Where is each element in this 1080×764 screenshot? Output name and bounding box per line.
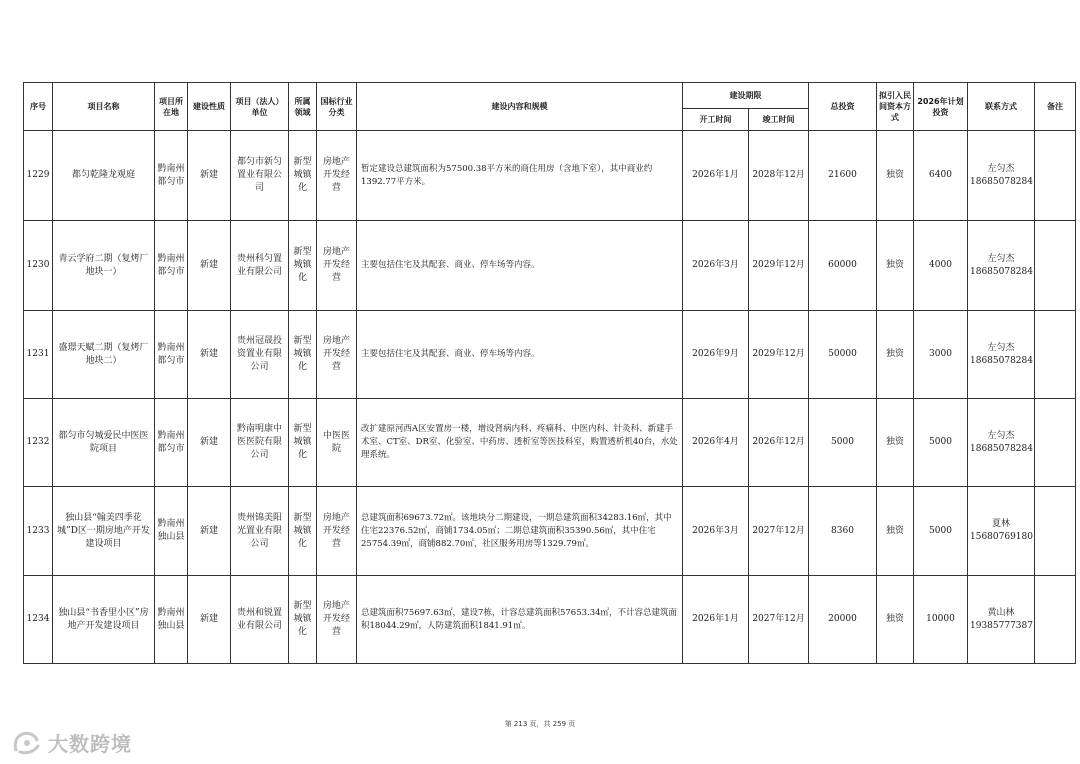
cell-industry: 房地产开发经营	[317, 131, 357, 221]
cell-nature: 新建	[188, 131, 231, 221]
cell-attract-mode: 独资	[877, 311, 914, 399]
cell-field: 新型城镇化	[289, 399, 317, 487]
cell-industry: 房地产开发经营	[317, 576, 357, 664]
cell-attract-mode: 独资	[877, 399, 914, 487]
cell-location: 黔南州都匀市	[155, 399, 188, 487]
cell-seq: 1230	[24, 221, 53, 311]
table-row	[24, 487, 1076, 576]
cell-project-name: 独山县“书香里小区”房地产开发建设项目	[53, 576, 155, 664]
table-body	[24, 131, 1076, 664]
contact-name: 黄山林	[987, 607, 1015, 618]
header-remark: 备注	[1035, 83, 1076, 131]
contact-name: 左匀杰	[987, 342, 1015, 353]
header-contact: 联系方式	[968, 83, 1035, 131]
watermark-text: 大数跨境	[48, 732, 132, 756]
cell-field: 新型城镇化	[289, 311, 317, 399]
cell-field: 新型城镇化	[289, 487, 317, 576]
cell-investment: 50000	[809, 311, 877, 399]
cell-project-name: 独山县“翰美四季花城”D区一期房地产开发建设项目	[53, 487, 155, 576]
cell-investment: 20000	[809, 576, 877, 664]
cell-content: 主要包括住宅及其配套、商业、停车场等内容。	[357, 311, 683, 399]
cell-start-date: 2026年1月	[683, 131, 749, 221]
cell-nature: 新建	[188, 487, 231, 576]
cell-remark	[1035, 131, 1076, 221]
cell-field: 新型城镇化	[289, 131, 317, 221]
cell-attract-mode: 独资	[877, 131, 914, 221]
contact-name: 左匀杰	[987, 253, 1015, 264]
cell-attract-mode: 独资	[877, 576, 914, 664]
cell-unit: 贵州和锐置业有限公司	[231, 576, 289, 664]
cell-unit: 都匀市新匀置业有限公司	[231, 131, 289, 221]
header-end: 竣工时间	[749, 109, 809, 131]
table-header	[24, 83, 1076, 131]
cell-plan-2026: 5000	[914, 487, 968, 576]
cell-industry: 房地产开发经营	[317, 487, 357, 576]
cell-remark	[1035, 311, 1076, 399]
contact-name: 夏林	[991, 519, 1010, 529]
cell-end-date: 2026年12月	[749, 399, 809, 487]
header-investment: 总投资	[809, 83, 877, 131]
cell-contact	[968, 399, 1035, 487]
cell-nature: 新建	[188, 311, 231, 399]
cell-seq: 1234	[24, 576, 53, 664]
cell-unit: 贵州锦美阳光置业有限公司	[231, 487, 289, 576]
cell-remark	[1035, 487, 1076, 576]
table-row	[24, 311, 1076, 399]
cell-attract-mode: 独资	[877, 221, 914, 311]
header-industry: 国标行业分类	[317, 83, 357, 131]
cell-investment: 5000	[809, 399, 877, 487]
cell-nature: 新建	[188, 576, 231, 664]
cell-end-date: 2029年12月	[749, 221, 809, 311]
cell-end-date: 2027年12月	[749, 487, 809, 576]
cell-unit: 贵州科匀置业有限公司	[231, 221, 289, 311]
cell-content: 总建筑面积75697.63㎡，建设7栋，计容总建筑面积57653.34㎡，不计容总建筑面积18044.29㎡，人防建筑面积1841.91㎡。	[357, 576, 683, 664]
cell-seq: 1233	[24, 487, 53, 576]
contact-phone: 18685078284	[970, 176, 1033, 187]
cell-industry: 房地产开发经营	[317, 221, 357, 311]
cell-location: 黔南州独山县	[155, 576, 188, 664]
watermark	[12, 728, 132, 757]
cell-start-date: 2026年1月	[683, 576, 749, 664]
cell-seq: 1229	[24, 131, 53, 221]
cell-end-date: 2029年12月	[749, 311, 809, 399]
cell-field: 新型城镇化	[289, 221, 317, 311]
header-content: 建设内容和规模	[357, 83, 683, 131]
cell-plan-2026: 6400	[914, 131, 968, 221]
cell-seq: 1231	[24, 311, 53, 399]
header-period: 建设期限	[683, 83, 809, 109]
cell-content: 主要包括住宅及其配套、商业、停车场等内容。	[357, 221, 683, 311]
contact-phone: 15680769180	[970, 532, 1033, 542]
cell-location: 黔南州都匀市	[155, 311, 188, 399]
cell-location: 黔南州都匀市	[155, 221, 188, 311]
table-row	[24, 576, 1076, 664]
cell-start-date: 2026年3月	[683, 487, 749, 576]
cell-remark	[1035, 576, 1076, 664]
cell-location: 黔南州都匀市	[155, 131, 188, 221]
cell-field: 新型城镇化	[289, 576, 317, 664]
cell-investment: 8360	[809, 487, 877, 576]
table-row	[24, 131, 1076, 221]
cell-seq: 1232	[24, 399, 53, 487]
cell-project-name: 盛璟天赋二期（复烤厂地块二）	[53, 311, 155, 399]
contact-phone: 18685078284	[970, 355, 1033, 366]
header-attract: 拟引入民间资本方式	[877, 83, 914, 131]
cell-contact	[968, 221, 1035, 311]
cell-project-name: 都匀乾隆龙观庭	[53, 131, 155, 221]
table-row	[24, 399, 1076, 487]
contact-name: 左匀杰	[987, 430, 1015, 441]
cell-location: 黔南州独山县	[155, 487, 188, 576]
header-seq: 序号	[24, 83, 53, 131]
cell-contact	[968, 311, 1035, 399]
cell-contact	[968, 131, 1035, 221]
brand-logo-icon	[12, 730, 42, 756]
project-table	[23, 82, 1076, 664]
cell-content: 改扩建原河西A区安置房一楼，增设肾病内科、疼痛科、中医内科、针灸科、新建手术室、CT室、DR室、化验室、中药房、透析室等医技科室，购置透析机40台，水处理系统。	[357, 399, 683, 487]
contact-phone: 18685078284	[970, 443, 1033, 454]
header-start: 开工时间	[683, 109, 749, 131]
cell-plan-2026: 4000	[914, 221, 968, 311]
cell-plan-2026: 3000	[914, 311, 968, 399]
cell-investment: 60000	[809, 221, 877, 311]
cell-content: 总建筑面积69673.72㎡。该地块分二期建设，一期总建筑面积34283.16㎡，其中住宅22376.52㎡，商铺1734.05㎡；二期总建筑面积35390.56㎡，其中住宅25754.39㎡，商铺882.70㎡，社区服务用房等1329.79㎡。	[357, 487, 683, 576]
cell-plan-2026: 10000	[914, 576, 968, 664]
header-unit: 项目（法人）单位	[231, 83, 289, 131]
header-plan2026: 2026年计划投资	[914, 83, 968, 131]
cell-investment: 21600	[809, 131, 877, 221]
cell-end-date: 2028年12月	[749, 131, 809, 221]
table-row	[24, 221, 1076, 311]
cell-end-date: 2027年12月	[749, 576, 809, 664]
header-name: 项目名称	[53, 83, 155, 131]
cell-nature: 新建	[188, 399, 231, 487]
cell-plan-2026: 5000	[914, 399, 968, 487]
cell-contact	[968, 487, 1035, 576]
cell-remark	[1035, 221, 1076, 311]
contact-phone: 19385777387	[970, 620, 1033, 631]
contact-name: 左匀杰	[987, 163, 1015, 174]
cell-content: 暂定建设总建筑面积为57500.38平方米的商住用房（含地下室），其中商业约1392.77平方米。	[357, 131, 683, 221]
cell-unit: 黔南明康中医医院有限公司	[231, 399, 289, 487]
contact-phone: 18685078284	[970, 266, 1033, 277]
page-number: 第 213 页，共 259 页	[504, 720, 576, 728]
cell-project-name: 青云学府二期（复烤厂地块一）	[53, 221, 155, 311]
cell-start-date: 2026年9月	[683, 311, 749, 399]
header-nature: 建设性质	[188, 83, 231, 131]
cell-remark	[1035, 399, 1076, 487]
cell-contact	[968, 576, 1035, 664]
cell-unit: 贵州冠晟投资置业有限公司	[231, 311, 289, 399]
cell-nature: 新建	[188, 221, 231, 311]
header-location: 项目所在地	[155, 83, 188, 131]
cell-start-date: 2026年4月	[683, 399, 749, 487]
cell-project-name: 都匀市匀城爱民中医医院项目	[53, 399, 155, 487]
header-field: 所属领域	[289, 83, 317, 131]
cell-start-date: 2026年3月	[683, 221, 749, 311]
cell-attract-mode: 独资	[877, 487, 914, 576]
cell-industry: 中医医院	[317, 399, 357, 487]
cell-industry: 房地产开发经营	[317, 311, 357, 399]
